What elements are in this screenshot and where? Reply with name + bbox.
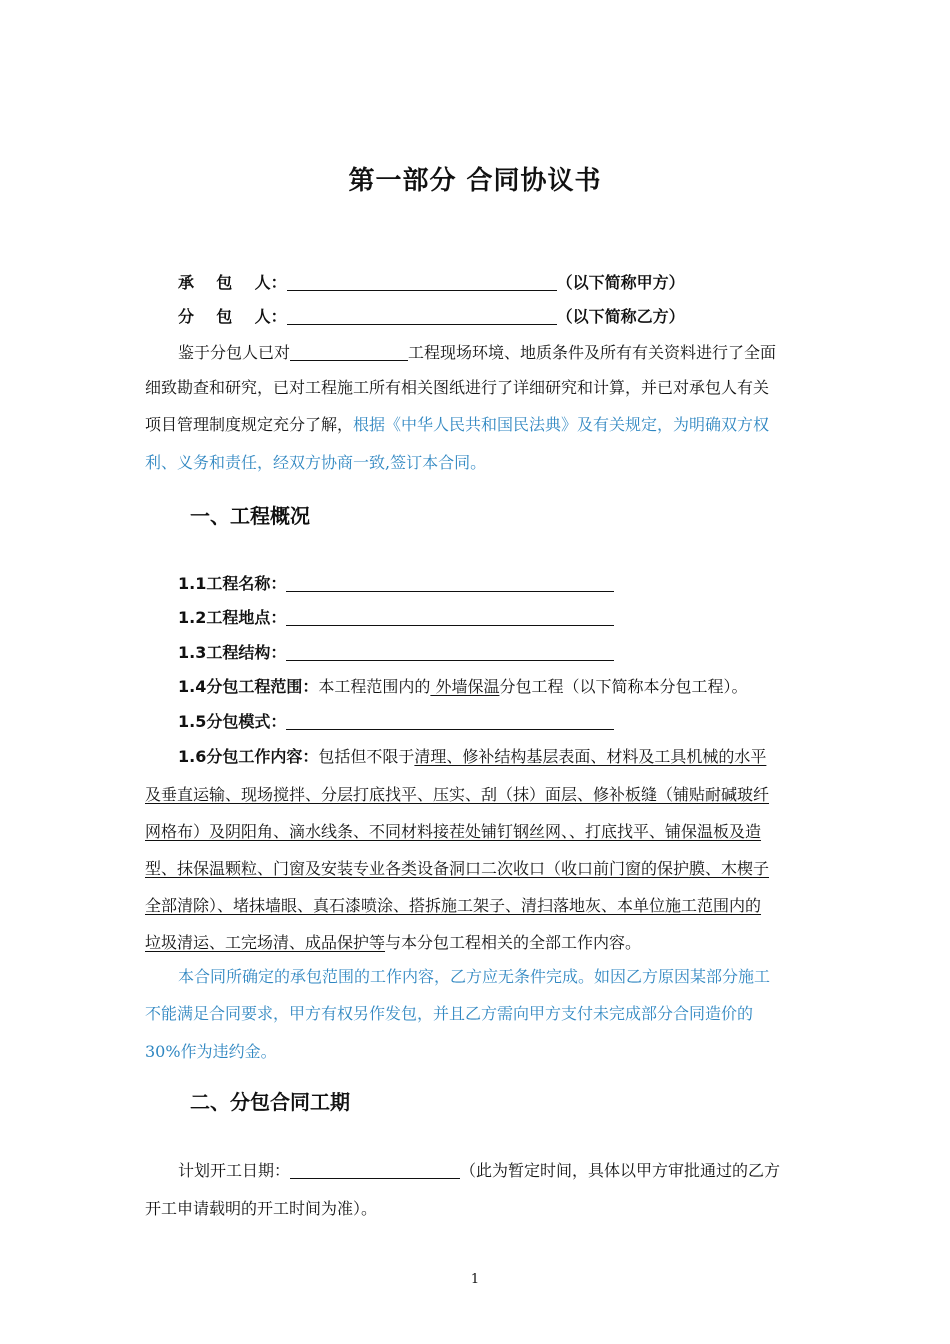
scope-note-line-3: 30%作为违约金。 <box>145 1042 277 1061</box>
item-1-6-line-4: 型、抹保温颗粒、门窗及安装专业各类设备洞口二次收口（收口前门窗的保护膜、木楔子 <box>145 859 770 878</box>
start-date-blank[interactable] <box>290 1162 460 1179</box>
item-1-1 <box>178 573 840 595</box>
intro-line-4: 利、义务和责任，经双方协商一致,签订本合同。 <box>145 453 487 472</box>
party-contractor-note: （以下简称甲方） <box>556 273 685 292</box>
item-1-6-line-3: 网格布）及阴阳角、滴水线条、不同材料接茬处铺钉钢丝网、、打底找平、铺保温板及造 <box>145 822 762 841</box>
project-structure-blank[interactable] <box>286 644 614 661</box>
project-location-blank[interactable] <box>286 609 614 626</box>
item-1-6-line-2: 及垂直运输、现场搅拌、分层打底找平、压实、刮（抹）面层、修补板缝（铺贴耐碱玻纤 <box>145 785 770 804</box>
item-label: 1.1工程名称： <box>178 574 287 593</box>
item-label: 1.3工程结构： <box>178 643 287 662</box>
party-subcontractor-row <box>178 306 840 328</box>
item-underlined: 垃圾清运、工完场清、成品保护等 <box>145 933 386 952</box>
item-label: 1.6分包工作内容： <box>178 747 319 766</box>
project-blank[interactable] <box>290 344 408 361</box>
item-text: 分包工程（以下简称本分包工程）。 <box>499 677 748 696</box>
intro-line-1 <box>178 342 840 364</box>
page-number: 1 <box>470 1272 480 1287</box>
item-label: 1.4分包工程范围： <box>178 677 319 696</box>
start-date-note: （此为暂定时间，具体以甲方审批通过的乙方 <box>460 1161 781 1180</box>
intro-line-3 <box>145 414 807 436</box>
intro-legal-basis: 根据《中华人民共和国民法典》及有关规定，为明确双方权 <box>353 415 770 434</box>
party-subcontractor-note: （以下简称乙方） <box>556 307 685 326</box>
scope-note-line-1: 本合同所确定的承包范围的工作内容，乙方应无条件完成。如因乙方原因某部分施工 <box>178 967 771 986</box>
intro-text: 鉴于分包人已对 <box>178 343 291 362</box>
item-1-6-line-6 <box>145 932 807 954</box>
item-1-6-line-5: 全部清除）、堵抹墙眼、真石漆喷涂、搭拆施工架子、清扫落地灰、本单位施工范围内的 <box>145 896 762 915</box>
party-subcontractor-label: 分 包 人： <box>178 307 287 326</box>
item-label: 1.5分包模式： <box>178 712 287 731</box>
item-1-2 <box>178 607 840 629</box>
scope-note-line-2: 不能满足合同要求，甲方有权另作发包，并且乙方需向甲方支付未完成部分合同造价的 <box>145 1004 754 1023</box>
party-subcontractor-blank[interactable] <box>287 308 557 325</box>
intro-text: 工程现场环境、地质条件及所有有关资料进行了全面 <box>408 343 777 362</box>
party-contractor-blank[interactable] <box>287 274 557 291</box>
intro-line-2: 细致勘查和研究，已对工程施工所有相关图纸进行了详细研究和计算，并已对承包人有关 <box>145 378 770 397</box>
party-contractor-row <box>178 272 840 294</box>
start-date-row <box>178 1160 840 1182</box>
intro-text: 项目管理制度规定充分了解， <box>145 415 354 434</box>
section-2-heading: 二、分包合同工期 <box>190 1090 350 1114</box>
item-text: 本工程范围内的 <box>318 677 431 696</box>
section-1-heading: 一、工程概况 <box>190 504 310 528</box>
page-title: 第一部分 合同协议书 <box>348 166 602 196</box>
project-name-blank[interactable] <box>286 575 614 592</box>
start-date-label: 计划开工日期： <box>178 1161 291 1180</box>
item-text: 与本分包工程相关的全部工作内容。 <box>385 933 642 952</box>
item-label: 1.2工程地点： <box>178 608 287 627</box>
item-1-5 <box>178 711 840 733</box>
item-1-3 <box>178 642 840 664</box>
item-1-4 <box>178 676 840 698</box>
item-underlined: 清理、修补结构基层表面、材料及工具机械的水平 <box>414 747 767 766</box>
party-contractor-label: 承 包 人： <box>178 273 287 292</box>
item-1-6 <box>178 746 840 768</box>
item-text: 包括但不限于 <box>318 747 415 766</box>
item-underlined: 外墙保温 <box>430 677 500 696</box>
start-date-note-line-2: 开工申请载明的开工时间为准）。 <box>145 1199 378 1218</box>
subcontract-mode-blank[interactable] <box>286 713 614 730</box>
